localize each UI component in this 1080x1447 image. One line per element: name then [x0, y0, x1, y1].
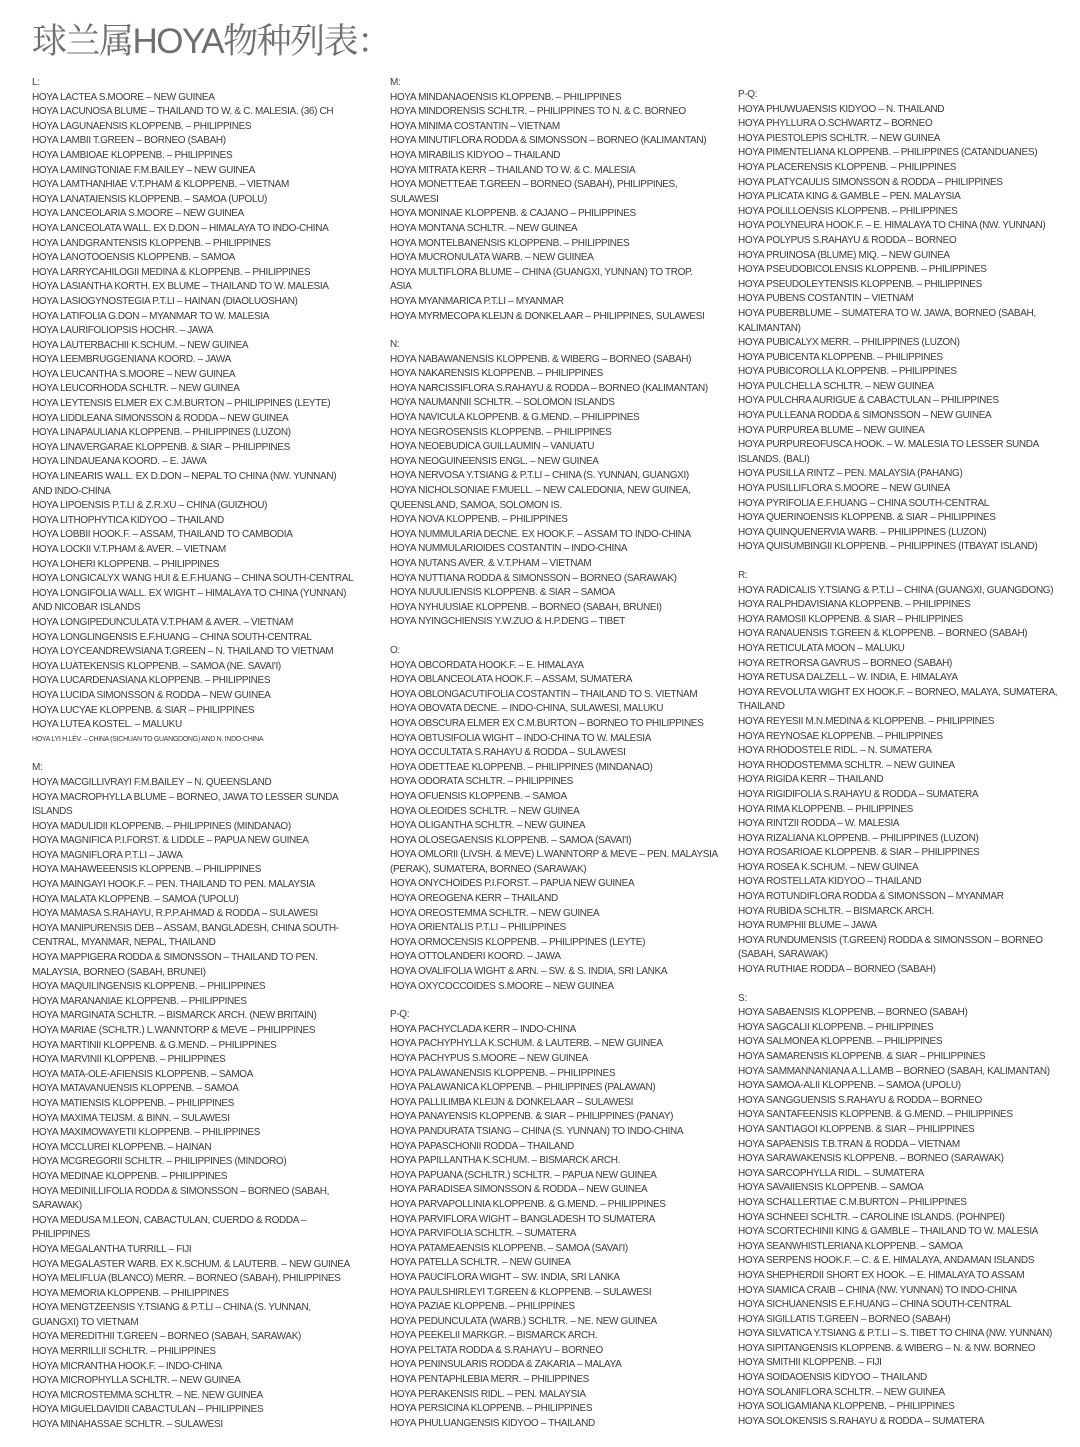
species-entry: HOYA MULTIFLORA BLUME – CHINA (GUANGXI, YUNNAN) TO TROP.: [390, 266, 693, 278]
species-entry: HOYA NUTTIANA RODDA & SIMONSSON – BORNEO (SARAWAK): [390, 572, 677, 584]
species-column-2: [390, 76, 732, 1445]
species-entry: HOYA MAQUILINGENSIS KLOPPENB. – PHILIPPINES: [32, 981, 266, 993]
species-entry: HOYA NUMMULARIOIDES COSTANTIN – INDO-CHINA: [390, 543, 628, 555]
section-heading: P-Q:: [390, 1009, 410, 1021]
species-entry: HOYA PSEUDOLEYTENSIS KLOPPENB. – PHILIPPINES: [738, 278, 982, 290]
species-entry: HOYA LUCIDA SIMONSSON & RODDA – NEW GUINEA: [32, 689, 271, 701]
species-entry: HOYA SARCOPHYLLA RIDL. – SUMATERA: [738, 1167, 924, 1179]
species-entry: HOYA RIZALIANA KLOPPENB. – PHILIPPINES (LUZON): [738, 832, 979, 844]
species-entry: HOYA NAVICULA KLOPPENB. & G.MEND. – PHILIPPINES: [390, 412, 640, 424]
species-entry: HOYA RANAUENSIS T.GREEN & KLOPPENB. – BORNEO (SABAH): [738, 628, 1028, 640]
species-entry: HOYA PHUWUAENSIS KIDYOO – N. THAILAND: [738, 103, 945, 115]
species-entry: HOYA PSEUDOBICOLENSIS KLOPPENB. – PHILIPPINES: [738, 264, 987, 276]
species-entry: HOYA PENTAPHLEBIA MERR. – PHILIPPINES: [390, 1374, 589, 1386]
species-entry: HOYA PEDUNCULATA (WARB.) SCHLTR. – NE. NEW GUINEA: [390, 1315, 657, 1327]
species-entry: HOYA ORIENTALIS P.T.LI – PHILIPPINES: [390, 922, 566, 934]
species-entry: HOYA QUINQUENERVIA WARB. – PHILIPPINES (LUZON): [738, 526, 987, 538]
species-entry: HOYA LIDDLEANA SIMONSSON & RODDA – NEW GUINEA: [32, 412, 289, 424]
species-entry: HOYA LAMBII T.GREEN – BORNEO (SABAH): [32, 135, 226, 147]
section-heading: P-Q:: [738, 89, 758, 100]
species-entry: (PERAK), SUMATERA, BORNEO (SARAWAK): [390, 863, 587, 875]
species-entry: HOYA PUSILLA RINTZ – PEN. MALAYSIA (PAHANG): [738, 468, 963, 480]
species-entry: HOYA MICROPHYLLA SCHLTR. – NEW GUINEA: [32, 1375, 241, 1387]
species-entry: HOYA SOLANIFLORA SCHLTR. – NEW GUINEA: [738, 1386, 945, 1398]
species-entry: HOYA NABAWANENSIS KLOPPENB. & WIBERG – BORNEO (SABAH): [390, 353, 692, 365]
species-entry: HOYA MINUTIFLORA RODDA & SIMONSSON – BORNEO (KALIMANTAN): [390, 135, 707, 147]
species-entry: HOYA PACHYPHYLLA K.SCHUM. & LAUTERB. – NEW GUINEA: [390, 1038, 663, 1050]
page-title: 球兰属HOYA物种列表：: [32, 22, 391, 61]
species-entry: HOYA LITHOPHYTICA KIDYOO – THAILAND: [32, 514, 224, 526]
species-entry: HOYA MACGILLIVRAYI F.M.BAILEY – N. QUEENSLAND: [32, 776, 272, 788]
species-entry: HOYA RINTZII RODDA – W. MALESIA: [738, 818, 900, 830]
species-entry: HOYA LAMTHANHIAE V.T.PHAM & KLOPPENB. – VIETNAM: [32, 179, 289, 191]
species-entry: HOYA PEEKELII MARKGR. – BISMARCK ARCH.: [390, 1330, 598, 1342]
species-entry: HOYA PAPASCHONII RODDA – THAILAND: [390, 1140, 574, 1152]
species-entry: HOYA MAPPIGERA RODDA & SIMONSSON – THAILAND TO PEN.: [32, 952, 318, 964]
species-entry: HOYA SANGGUENSIS S.RAHAYU & RODDA – BORNEO: [738, 1094, 982, 1106]
species-entry: HOYA SOLIGAMIANA KLOPPENB. – PHILIPPINES: [738, 1401, 955, 1413]
species-entry: HOYA NYINGCHIENSIS Y.W.ZUO & H.P.DENG – TIBET: [390, 616, 626, 628]
species-column-1: [32, 76, 374, 1447]
species-entry: HOYA LEUCANTHA S.MOORE – NEW GUINEA: [32, 368, 236, 380]
species-entry: HOYA OBOVATA DECNE. – INDO-CHINA, SULAWESI, MALUKU: [390, 703, 664, 715]
letter-section: [390, 76, 732, 324]
species-entry: HOYA LINDAUEANA KOORD. – E. JAWA: [32, 456, 207, 468]
species-entry: HOYA MATIENSIS KLOPPENB. – PHILIPPINES: [32, 1097, 234, 1109]
species-entry: HOYA MIGUELDAVIDII CABACTULAN – PHILIPPINES: [32, 1404, 264, 1416]
species-entry: HOYA SARAWAKENSIS KLOPPENB. – BORNEO (SARAWAK): [738, 1153, 1004, 1165]
species-entry: HOYA PATAMEAENSIS KLOPPENB. – SAMOA (SAVAI'I): [390, 1242, 628, 1254]
species-entry: HOYA NEOEBUDICA GUILLAUMIN – VANUATU: [390, 441, 595, 453]
species-entry: HOYA PARADISEA SIMONSSON & RODDA – NEW GUINEA: [390, 1184, 648, 1196]
species-entry: HOYA OBTUSIFOLIA WIGHT – INDO-CHINA TO W. MALESIA: [390, 732, 652, 744]
species-entry: HOYA LASIANTHA KORTH. EX BLUME – THAILAND TO W. MALESIA: [32, 281, 329, 293]
species-entry: HOYA MONTANA SCHLTR. – NEW GUINEA: [390, 222, 578, 234]
species-entry: AND INDO-CHINA: [32, 485, 111, 497]
species-entry: HOYA PLACERENSIS KLOPPENB. – PHILIPPINES: [738, 161, 957, 173]
species-entry: HOYA PIESTOLEPIS SCHLTR. – NEW GUINEA: [738, 132, 941, 144]
species-entry: AND NICOBAR ISLANDS: [32, 602, 141, 614]
species-entry: HOYA MONETTEAE T.GREEN – BORNEO (SABAH), PHILIPPINES,: [390, 179, 678, 191]
species-entry: HOYA LANDGRANTENSIS KLOPPENB. – PHILIPPINES: [32, 237, 271, 249]
species-entry: ISLANDS. (BALI): [738, 453, 810, 465]
species-entry: CENTRAL, MYANMAR, NEPAL, THAILAND: [32, 937, 216, 949]
species-entry: HOYA PURPUREOFUSCA HOOK. – W. MALESIA TO LESSER SUNDA: [738, 439, 1039, 451]
species-entry: HOYA NEGROSENSIS KLOPPENB. – PHILIPPINES: [390, 426, 612, 438]
species-entry: HOYA LARRYCAHILOGII MEDINA & KLOPPENB. – PHILIPPINES: [32, 266, 311, 278]
species-entry: SULAWESI: [390, 193, 439, 205]
species-entry: HOYA LOBBII HOOK.F. – ASSAM, THAILAND TO CAMBODIA: [32, 529, 293, 541]
species-entry: HOYA LANCEOLARIA S.MOORE – NEW GUINEA: [32, 208, 244, 220]
species-entry: HOYA PALLILIMBA KLEIJN & DONKELAAR – SULAWESI: [390, 1096, 634, 1108]
species-entry: HOYA PAULSHIRLEYI T.GREEN & KLOPPENB. – SULAWESI: [390, 1286, 652, 1298]
species-entry: HOYA PAPUANA (SCHLTR.) SCHLTR. – PAPUA NEW GUINEA: [390, 1169, 657, 1181]
species-entry: HOYA PUBERBLUME – SUMATERA TO W. JAWA, BORNEO (SABAH,: [738, 307, 1036, 319]
species-entry: HOYA SIGILLATIS T.GREEN – BORNEO (SABAH): [738, 1313, 951, 1325]
species-entry: HOYA SIPITANGENSIS KLOPPENB. & WIBERG – N. & NW. BORNEO: [738, 1342, 1036, 1354]
species-entry: HOYA LONGIFOLIA WALL. EX WIGHT – HIMALAYA TO CHINA (YUNNAN): [32, 587, 347, 599]
species-entry: HOYA ORMOCENSIS KLOPPENB. – PHILIPPINES (LEYTE): [390, 936, 646, 948]
species-entry: HOYA POLYNEURA HOOK.F. – E. HIMALAYA TO CHINA (NW. YUNNAN): [738, 220, 1046, 232]
species-entry: KALIMANTAN): [738, 322, 801, 334]
section-heading: N:: [390, 339, 400, 351]
species-entry: HOYA MICRANTHA HOOK.F. – INDO-CHINA: [32, 1360, 222, 1372]
species-entry: HOYA OREOSTEMMA SCHLTR. – NEW GUINEA: [390, 907, 600, 919]
species-entry: HOYA SABAENSIS KLOPPENB. – BORNEO (SABAH): [738, 1007, 968, 1019]
species-entry: HOYA NICHOLSONIAE F.MUELL. – NEW CALEDONIA, NEW GUINEA,: [390, 485, 691, 497]
letter-section: [32, 761, 374, 1432]
species-entry: HOYA LYI H.LÉV. – CHINA (SICHUAN TO GUANGDONG) AND N. INDO-CHINA: [32, 735, 264, 743]
species-entry: HOYA MYRMECOPA KLEIJN & DONKELAAR – PHILIPPINES, SULAWESI: [390, 310, 705, 322]
species-entry: HOYA RETUSA DALZELL – W. INDIA, E. HIMALAYA: [738, 672, 958, 684]
species-entry: HOYA PANDURATA TSIANG – CHINA (S. YUNNAN) TO INDO-CHINA: [390, 1125, 684, 1137]
species-entry: HOYA MARVINII KLOPPENB. – PHILIPPINES: [32, 1054, 226, 1066]
species-entry: HOYA PIMENTELIANA KLOPPENB. – PHILIPPINES (CATANDUANES): [738, 147, 1038, 159]
species-entry: HOYA PENINSULARIS RODDA & ZAKARIA – MALAYA: [390, 1359, 622, 1371]
species-entry: HOYA PACHYPUS S.MOORE – NEW GUINEA: [390, 1053, 588, 1064]
species-entry: HOYA PURPUREA BLUME – NEW GUINEA: [738, 424, 925, 436]
species-entry: HOYA MIRABILIS KIDYOO – THAILAND: [390, 149, 561, 161]
species-entry: HOYA SHEPHERDII SHORT EX HOOK. – E. HIMALAYA TO ASSAM: [738, 1269, 1025, 1281]
species-entry: HOYA NUTANS AVER. & V.T.PHAM – VIETNAM: [390, 558, 592, 569]
species-entry: HOYA LAMINGTONIAE F.M.BAILEY – NEW GUINEA: [32, 164, 255, 176]
species-entry: HOYA PUBENS COSTANTIN – VIETNAM: [738, 293, 914, 305]
species-entry: HOYA PYRIFOLIA E.F.HUANG – CHINA SOUTH-CENTRAL: [738, 497, 989, 509]
species-entry: HOYA PANAYENSIS KLOPPENB. & SIAR – PHILIPPINES (PANAY): [390, 1111, 674, 1123]
species-entry: HOYA MINIMA COSTANTIN – VIETNAM: [390, 120, 560, 132]
letter-section: [738, 992, 1080, 1430]
species-entry: HOYA MAMASA S.RAHAYU, R.P.P.AHMAD & RODDA – SULAWESI: [32, 908, 318, 920]
species-entry: HOYA PULCHELLA SCHLTR. – NEW GUINEA: [738, 380, 934, 392]
species-entry: HOYA LEEMBRUGGENIANA KOORD. – JAWA: [32, 354, 231, 366]
species-entry: HOYA LEUCORHODA SCHLTR. – NEW GUINEA: [32, 383, 240, 395]
section-heading: O:: [390, 644, 400, 656]
species-entry: HOYA LUCYAE KLOPPENB. & SIAR – PHILIPPINES: [32, 704, 255, 716]
species-entry: HOYA PAZIAE KLOPPENB. – PHILIPPINES: [390, 1301, 575, 1313]
species-entry: HOYA LUTEA KOSTEL. – MALUKU: [32, 719, 182, 731]
species-entry: HOYA LAUTERBACHII K.SCHUM. – NEW GUINEA: [32, 339, 249, 351]
species-entry: HOYA NAKARENSIS KLOPPENB. – PHILIPPINES: [390, 368, 603, 380]
species-entry: HOYA PATELLA SCHLTR. – NEW GUINEA: [390, 1257, 571, 1269]
species-entry: HOYA MERRILLII SCHLTR. – PHILIPPINES: [32, 1346, 216, 1358]
species-entry: HOYA RIGIDIFOLIA S.RAHAYU & RODDA – SUMATERA: [738, 788, 979, 800]
species-entry: HOYA QUISUMBINGII KLOPPENB. – PHILIPPINES (ITBAYAT ISLAND): [738, 541, 1038, 553]
species-entry: HOYA PHYLLURA O.SCHWARTZ – BORNEO: [738, 118, 933, 130]
species-entry: HOYA SAMMANNANIANA A.L.LAMB – BORNEO (SABAH, KALIMANTAN): [738, 1065, 1050, 1077]
species-entry: PHILIPPINES: [32, 1229, 90, 1241]
species-entry: ISLANDS: [32, 806, 73, 818]
species-entry: HOYA OREOGENA KERR – THAILAND: [390, 893, 558, 905]
species-entry: HOYA NUUULIENSIS KLOPPENB. & SIAR – SAMOA: [390, 587, 615, 599]
species-entry: HOYA MYANMARICA P.T.LI – MYANMAR: [390, 295, 564, 307]
species-entry: HOYA SOLOKENSIS S.RAHAYU & RODDA – SUMATERA: [738, 1415, 985, 1427]
species-entry: HOYA RADICALIS Y.TSIANG & P.T.LI – CHINA (GUANGXI, GUANGDONG): [738, 584, 1054, 596]
species-entry: QUEENSLAND, SAMOA, SOLOMON IS.: [390, 499, 562, 511]
species-entry: HOYA MEDINILLIFOLIA RODDA & SIMONSSON – BORNEO (SABAH,: [32, 1185, 330, 1197]
species-entry: HOYA MARGINATA SCHLTR. – BISMARCK ARCH. (NEW BRITAIN): [32, 1010, 317, 1022]
species-entry: HOYA ONYCHOIDES P.I.FORST. – PAPUA NEW GUINEA: [390, 878, 635, 890]
species-entry: HOYA SAVAIIENSIS KLOPPENB. – SAMOA: [738, 1182, 924, 1194]
species-column-3: [738, 88, 1080, 1443]
species-entry: HOYA RHODOSTELE RIDL. – N. SUMATERA: [738, 745, 932, 757]
species-entry: HOYA PLICATA KING & GAMBLE – PEN. MALAYSIA: [738, 191, 961, 203]
species-entry: HOYA ODETTEAE KLOPPENB. – PHILIPPINES (MINDANAO): [390, 761, 653, 773]
species-entry: HOYA LASIOGYNOSTEGIA P.T.LI – HAINAN (DIAOLUOSHAN): [32, 295, 298, 307]
species-entry: HOYA ROTUNDIFLORA RODDA & SIMONSSON – MYANMAR: [738, 891, 1004, 903]
species-entry: HOYA RETRORSA GAVRUS – BORNEO (SABAH): [738, 657, 952, 669]
species-entry: HOYA MEREDITHII T.GREEN – BORNEO (SABAH, SARAWAK): [32, 1331, 302, 1343]
species-entry: HOYA MANIPURENSIS DEB – ASSAM, BANGLADESH, CHINA SOUTH-: [32, 922, 339, 934]
species-entry: HOYA MACROPHYLLA BLUME – BORNEO, JAWA TO LESSER SUNDA: [32, 791, 339, 803]
section-heading: M:: [390, 77, 401, 88]
species-entry: HOYA MAGNIFICA P.I.FORST. & LIDDLE – PAPUA NEW GUINEA: [32, 835, 309, 847]
species-entry: HOYA LOHERI KLOPPENB. – PHILIPPINES: [32, 558, 220, 570]
species-entry: HOYA MCCLUREI KLOPPENB. – HAINAN: [32, 1141, 212, 1153]
species-entry: HOYA MAHAWEEENSIS KLOPPENB. – PHILIPPINES: [32, 864, 262, 876]
species-entry: HOYA LOYCEANDREWSIANA T.GREEN – N. THAILAND TO VIETNAM: [32, 646, 334, 658]
species-entry: HOYA MCGREGORII SCHLTR. – PHILIPPINES (MINDORO): [32, 1156, 287, 1168]
species-entry: HOYA LONGIPEDUNCULATA V.T.PHAM & AVER. – VIETNAM: [32, 616, 294, 628]
species-entry: HOYA REVOLUTA WIGHT EX HOOK.F. – BORNEO, MALAYA, SUMATERA,: [738, 686, 1058, 698]
species-entry: HOYA LONGICALYX WANG HUI & E.F.HUANG – CHINA SOUTH-CENTRAL: [32, 573, 354, 585]
species-entry: HOYA LACUNOSA BLUME – THAILAND TO W. & C. MALESIA. (36) CH: [32, 106, 334, 118]
species-entry: HOYA OBSCURA ELMER EX C.M.BURTON – BORNEO TO PHILIPPINES: [390, 717, 704, 729]
species-entry: HOYA ROSARIOAE KLOPPENB. & SIAR – PHILIPPINES: [738, 847, 980, 859]
species-entry: HOYA PULCHRA AURIGUE & CABACTULAN – PHILIPPINES: [738, 395, 999, 407]
species-entry: HOYA MAGNIFLORA P.T.LI – JAWA: [32, 849, 183, 861]
species-entry: HOYA MEGALASTER WARB. EX K.SCHUM. & LAUTERB. – NEW GUINEA: [32, 1258, 350, 1270]
species-entry: HOYA OBCORDATA HOOK.F. – E. HIMALAYA: [390, 659, 584, 671]
species-entry: (SABAH, SARAWAK): [738, 949, 828, 961]
species-entry: HOYA LANCEOLATA WALL. EX D.DON – HIMALAYA TO INDO-CHINA: [32, 222, 329, 234]
species-entry: HOYA MICROSTEMMA SCHLTR. – NE. NEW GUINEA: [32, 1389, 263, 1401]
species-entry: HOYA OTTOLANDERI KOORD. – JAWA: [390, 951, 561, 963]
species-entry: THAILAND: [738, 701, 785, 713]
section-heading: R:: [738, 570, 748, 581]
species-entry: HOYA PRUINOSA (BLUME) MIQ. – NEW GUINEA: [738, 249, 950, 261]
species-entry: HOYA MAXIMA TEIJSM. & BINN. – SULAWESI: [32, 1112, 230, 1124]
species-entry: HOYA PARVIFOLIA SCHLTR. – SUMATERA: [390, 1228, 577, 1240]
species-entry: HOYA OFUENSIS KLOPPENB. – SAMOA: [390, 790, 567, 802]
species-entry: HOYA PALAWANENSIS KLOPPENB. – PHILIPPINES: [390, 1067, 616, 1079]
species-entry: HOYA NOVA KLOPPENB. – PHILIPPINES: [390, 514, 568, 526]
species-entry: HOYA PARVIFLORA WIGHT – BANGLADESH TO SUMATERA: [390, 1213, 655, 1225]
letter-section: [32, 76, 374, 747]
letter-section: [390, 338, 732, 630]
species-entry: HOYA LAURIFOLIOPSIS HOCHR. – JAWA: [32, 325, 213, 337]
species-entry: HOYA SCHALLERTIAE C.M.BURTON – PHILIPPINES: [738, 1196, 967, 1208]
species-entry: HOYA OLIGANTHA SCHLTR. – NEW GUINEA: [390, 820, 586, 832]
species-entry: HOYA MEGALANTHA TURRILL – FIJI: [32, 1243, 192, 1255]
species-entry: HOYA MINAHASSAE SCHLTR. – SULAWESI: [32, 1419, 223, 1431]
species-entry: HOYA OVALIFOLIA WIGHT & ARN. – SW. & S. INDIA, SRI LANKA: [390, 966, 668, 978]
species-entry: HOYA MADULIDII KLOPPENB. – PHILIPPINES (MINDANAO): [32, 820, 291, 832]
section-heading: S:: [738, 992, 747, 1004]
species-entry: HOYA MINDORENSIS SCHLTR. – PHILIPPINES TO N. & C. BORNEO: [390, 106, 686, 118]
species-entry: HOYA RUNDUMENSIS (T.GREEN) RODDA & SIMONSSON – BORNEO: [738, 934, 1043, 946]
species-entry: HOYA LATIFOLIA G.DON – MYANMAR TO W. MALESIA: [32, 310, 270, 322]
species-entry: HOYA PACHYCLADA KERR – INDO-CHINA: [390, 1023, 576, 1035]
species-entry: ASIA: [390, 281, 412, 293]
species-entry: HOYA MATA-OLE-AFIENSIS KLOPPENB. – SAMOA: [32, 1068, 254, 1080]
species-entry: HOYA POLYPUS S.RAHAYU & RODDA – BORNEO: [738, 234, 957, 246]
species-entry: HOYA PUSILLIFLORA S.MOORE – NEW GUINEA: [738, 483, 951, 495]
species-entry: HOYA MATAVANUENSIS KLOPPENB. – SAMOA: [32, 1083, 239, 1095]
species-entry: HOYA REYESII M.N.MEDINA & KLOPPENB. – PHILIPPINES: [738, 715, 995, 727]
section-heading: L:: [32, 77, 40, 88]
species-entry: HOYA PUBICALYX MERR. – PHILIPPINES (LUZON): [738, 337, 960, 349]
species-entry: HOYA PUBICENTA KLOPPENB. – PHILIPPINES: [738, 351, 943, 363]
letter-section: [390, 644, 732, 994]
species-entry: HOYA RAMOSII KLOPPENB. & SIAR – PHILIPPINES: [738, 613, 963, 625]
species-entry: HOYA LAMBIOAE KLOPPENB. – PHILIPPINES: [32, 149, 233, 161]
species-entry: HOYA PALAWANICA KLOPPENB. – PHILIPPINES (PALAWAN): [390, 1082, 656, 1094]
species-entry: HOYA MARANANIAE KLOPPENB. – PHILIPPINES: [32, 995, 247, 1007]
species-entry: HOYA SILVATICA Y.TSIANG & P.T.LI – S. TIBET TO CHINA (NW. YUNNAN): [738, 1328, 1053, 1340]
species-entry: HOYA LONGLINGENSIS E.F.HUANG – CHINA SOUTH-CENTRAL: [32, 631, 312, 643]
species-entry: HOYA LINAVERGARAE KLOPPENB. & SIAR – PHILIPPINES: [32, 441, 290, 453]
species-entry: HOYA OCCULTATA S.RAHAYU & RODDA – SULAWESI: [390, 747, 626, 759]
species-entry: HOYA MONTELBANENSIS KLOPPENB. – PHILIPPINES: [390, 237, 630, 249]
species-entry: HOYA SAGCALII KLOPPENB. – PHILIPPINES: [738, 1021, 934, 1033]
species-entry: HOYA RUBIDA SCHLTR. – BISMARCK ARCH.: [738, 905, 934, 917]
species-entry: HOYA REYNOSAE KLOPPENB. – PHILIPPINES: [738, 730, 943, 742]
species-entry: HOYA MARTINII KLOPPENB. & G.MEND. – PHILIPPINES: [32, 1039, 277, 1051]
species-entry: HOYA MUCRONULATA WARB. – NEW GUINEA: [390, 252, 594, 264]
species-entry: HOYA SALMONEA KLOPPENB. – PHILIPPINES: [738, 1036, 943, 1048]
species-entry: HOYA LUATEKENSIS KLOPPENB. – SAMOA (NE. SAVAI'I): [32, 660, 281, 672]
species-entry: HOYA PULLEANA RODDA & SIMONSSON – NEW GUINEA: [738, 410, 992, 422]
species-entry: HOYA LINEARIS WALL. EX D.DON – NEPAL TO CHINA (NW. YUNNAN): [32, 471, 337, 483]
species-entry: HOYA RALPHDAVISIANA KLOPPENB. – PHILIPPINES: [738, 599, 971, 611]
species-entry: HOYA SCORTECHINII KING & GAMBLE – THAILAND TO W. MALESIA: [738, 1226, 1039, 1238]
species-entry: HOYA SANTAFEENSIS KLOPPENB. & G.MEND. – PHILIPPINES: [738, 1109, 1013, 1121]
species-entry: HOYA POLILLOENSIS KLOPPENB. – PHILIPPINES: [738, 205, 958, 217]
species-entry: HOYA RETICULATA MOON – MALUKU: [738, 642, 905, 654]
species-entry: HOYA LUCARDENASIANA KLOPPENB. – PHILIPPINES: [32, 675, 271, 687]
letter-section: [738, 569, 1080, 978]
species-entry: HOYA MALATA KLOPPENB. – SAMOA ('UPOLU): [32, 893, 239, 905]
species-entry: HOYA SAMARENSIS KLOPPENB. & SIAR – PHILIPPINES: [738, 1051, 986, 1062]
species-entry: HOYA ROSTELLATA KIDYOO – THAILAND: [738, 876, 922, 888]
species-entry: HOYA MEMORIA KLOPPENB. – PHILIPPINES: [32, 1287, 229, 1299]
species-entry: HOYA MINDANAOENSIS KLOPPENB. – PHILIPPINES: [390, 91, 622, 103]
species-entry: HOYA OLOSEGAENSIS KLOPPENB. – SAMOA (SAVAI'I): [390, 834, 632, 846]
letter-section: [738, 88, 1080, 555]
species-entry: HOYA MARIAE (SCHLTR.) L.WANNTORP & MEVE – PHILIPPINES: [32, 1025, 316, 1036]
species-entry: HOYA SEANWHISTLERIANA KLOPPENB. – SAMOA: [738, 1240, 963, 1252]
species-entry: HOYA SANTIAGOI KLOPPENB. & SIAR – PHILIPPINES: [738, 1123, 975, 1135]
species-entry: HOYA LIPOENSIS P.T.LI & Z.R.XU – CHINA (GUIZHOU): [32, 500, 268, 512]
species-entry: HOYA MAINGAYI HOOK.F. – PEN. THAILAND TO PEN. MALAYSIA: [32, 879, 315, 891]
species-entry: HOYA PAPILLANTHA K.SCHUM. – BISMARCK ARCH.: [390, 1155, 620, 1167]
species-entry: HOYA PARVAPOLLINIA KLOPPENB. & G.MEND. – PHILIPPINES: [390, 1198, 666, 1210]
species-entry: HOYA PERSICINA KLOPPENB. – PHILIPPINES: [390, 1403, 593, 1415]
species-entry: HOYA OBLANCEOLATA HOOK.F. – ASSAM, SUMATERA: [390, 674, 633, 686]
species-entry: HOYA OBLONGACUTIFOLIA COSTANTIN – THAILAND TO S. VIETNAM: [390, 688, 698, 700]
species-entry: HOYA LINAPAULIANA KLOPPENB. – PHILIPPINES (LUZON): [32, 427, 291, 439]
species-entry: HOYA QUERINOENSIS KLOPPENB. & SIAR – PHILIPPINES: [738, 512, 996, 524]
species-entry: HOYA MITRATA KERR – THAILAND TO W. & C. MALESIA: [390, 164, 636, 176]
species-entry: HOYA NERVOSA Y.TSIANG & P.T.LI – CHINA (S. YUNNAN, GUANGXI): [390, 470, 689, 482]
species-entry: HOYA NARCISSIFLORA S.RAHAYU & RODDA – BORNEO (KALIMANTAN): [390, 382, 708, 394]
letter-section: [390, 1008, 732, 1431]
species-entry: HOYA MEDINAE KLOPPENB. – PHILIPPINES: [32, 1170, 228, 1182]
species-entry: HOYA SOIDAOENSIS KIDYOO – THAILAND: [738, 1372, 927, 1384]
species-entry: HOYA PLATYCAULIS SIMONSSON & RODDA – PHILIPPINES: [738, 176, 1003, 188]
species-entry: HOYA ROSEA K.SCHUM. – NEW GUINEA: [738, 861, 919, 873]
species-entry: HOYA OXYCOCCOIDES S.MOORE – NEW GUINEA: [390, 980, 614, 992]
species-entry: HOYA LACTEA S.MOORE – NEW GUINEA: [32, 91, 215, 103]
species-entry: HOYA PELTATA RODDA & S.RAHAYU – BORNEO: [390, 1344, 603, 1356]
species-entry: GUANGXI) TO VIETNAM: [32, 1316, 139, 1328]
species-entry: HOYA MEDUSA M.LEON, CABACTULAN, CUERDO & RODDA –: [32, 1214, 307, 1226]
species-entry: HOYA SERPENS HOOK.F. – C. & E. HIMALAYA, ANDAMAN ISLANDS: [738, 1255, 1035, 1267]
species-entry: HOYA RIMA KLOPPENB. – PHILIPPINES: [738, 803, 913, 815]
species-entry: HOYA RUTHIAE RODDA – BORNEO (SABAH): [738, 964, 936, 976]
species-entry: HOYA OMLORII (LIVSH. & MEVE) L.WANNTORP & MEVE – PEN. MALAYSIA: [390, 849, 718, 861]
species-entry: HOYA SMITHII KLOPPENB. – FIJI: [738, 1357, 882, 1369]
species-entry: HOYA PHULUANGENSIS KIDYOO – THAILAND: [390, 1417, 595, 1429]
species-entry: HOYA SICHUANENSIS E.F.HUANG – CHINA SOUTH-CENTRAL: [738, 1299, 1012, 1311]
species-entry: HOYA NEOGUINEENSIS ENGL. – NEW GUINEA: [390, 455, 599, 467]
species-entry: HOYA RUMPHII BLUME – JAWA: [738, 920, 877, 932]
species-entry: SARAWAK): [32, 1200, 82, 1212]
species-entry: HOYA NAUMANNII SCHLTR. – SOLOMON ISLANDS: [390, 397, 615, 409]
species-entry: MALAYSIA, BORNEO (SABAH, BRUNEI): [32, 966, 206, 978]
species-entry: HOYA LAGUNAENSIS KLOPPENB. – PHILIPPINES: [32, 120, 252, 132]
species-entry: HOYA LANOTOOENSIS KLOPPENB. – SAMOA: [32, 252, 236, 264]
species-entry: HOYA OLEOIDES SCHLTR. – NEW GUINEA: [390, 805, 580, 817]
species-entry: HOYA MENGTZEENSIS Y.TSIANG & P.T.LI – CHINA (S. YUNNAN,: [32, 1302, 311, 1314]
species-entry: HOYA MELIFLUA (BLANCO) MERR. – BORNEO (SABAH), PHILIPPINES: [32, 1273, 341, 1285]
species-entry: HOYA LANATAIENSIS KLOPPENB. – SAMOA (UPOLU): [32, 193, 268, 205]
species-entry: HOYA RIGIDA KERR – THAILAND: [738, 774, 884, 786]
species-entry: HOYA PERAKENSIS RIDL. – PEN. MALAYSIA: [390, 1388, 586, 1400]
species-entry: HOYA ODORATA SCHLTR. – PHILIPPINES: [390, 776, 573, 788]
species-entry: HOYA SIAMICA CRAIB – CHINA (NW. YUNNAN) TO INDO-CHINA: [738, 1284, 1017, 1296]
species-entry: HOYA RHODOSTEMMA SCHLTR. – NEW GUINEA: [738, 759, 955, 771]
species-entry: HOYA MONINAE KLOPPENB. & CAJANO – PHILIPPINES: [390, 208, 636, 220]
section-heading: M:: [32, 762, 43, 774]
species-entry: HOYA LEYTENSIS ELMER EX C.M.BURTON – PHILIPPINES (LEYTE): [32, 398, 331, 410]
species-entry: HOYA SAPAENSIS T.B.TRAN & RODDA – VIETNAM: [738, 1138, 960, 1150]
species-entry: HOYA PUBICOROLLA KLOPPENB. – PHILIPPINES: [738, 366, 957, 378]
species-entry: HOYA SAMOA-ALII KLOPPENB. – SAMOA (UPOLU): [738, 1080, 961, 1092]
species-entry: HOYA MAXIMOWAYETII KLOPPENB. – PHILIPPINES: [32, 1127, 260, 1139]
species-entry: HOYA LOCKII V.T.PHAM & AVER. – VIETNAM: [32, 544, 226, 555]
species-entry: HOYA NYHUUSIAE KLOPPENB. – BORNEO (SABAH, BRUNEI): [390, 601, 662, 613]
species-entry: HOYA SCHNEEI SCHLTR. – CAROLINE ISLANDS. (POHNPEI): [738, 1211, 1005, 1223]
species-entry: HOYA NUMMULARIA DECNE. EX HOOK.F. – ASSAM TO INDO-CHINA: [390, 528, 691, 540]
species-entry: HOYA PAUCIFLORA WIGHT – SW. INDIA, SRI LANKA: [390, 1271, 620, 1283]
